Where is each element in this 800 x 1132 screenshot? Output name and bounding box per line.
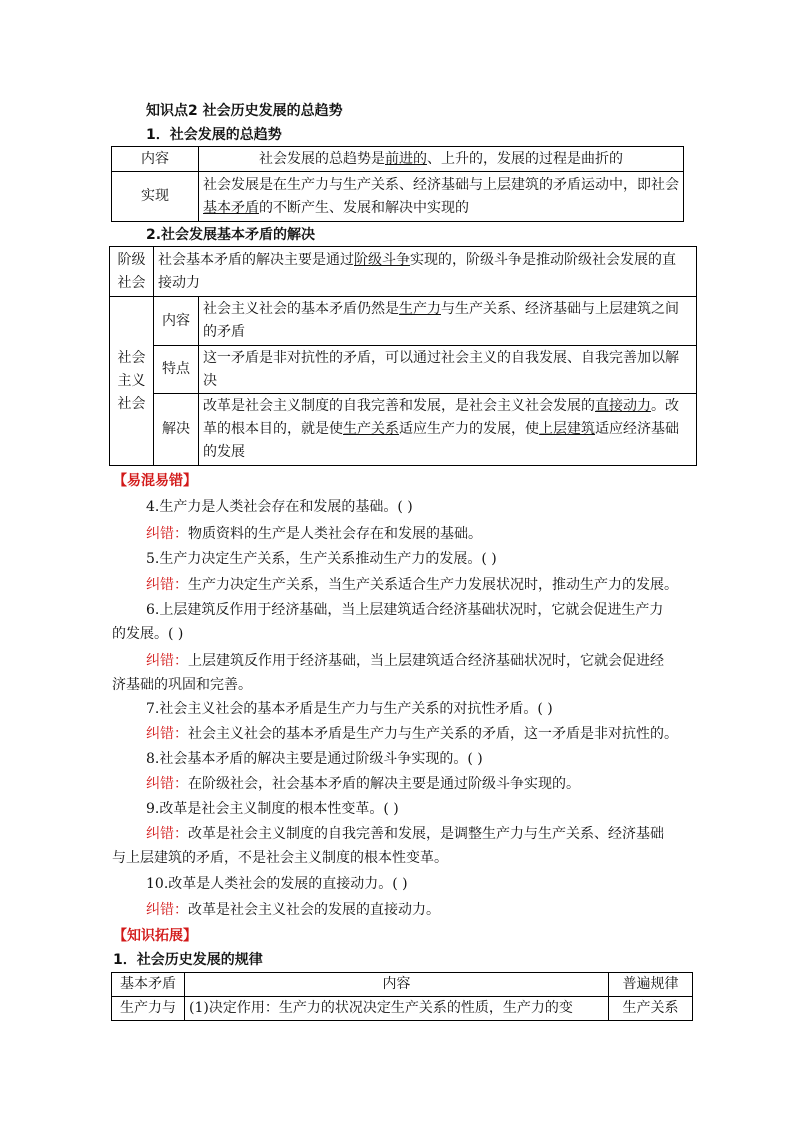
table-cell: 改革是社会主义制度的自我完善和发展，是社会主义社会发展的直接动力。改 革的根本目的，就是使生产关系适应生产力的发展，使上层建筑适应经济基础 的发展 bbox=[199, 394, 697, 466]
table-cell-label: 社会 主义 社会 bbox=[110, 297, 154, 466]
correction-7: 纠错：社会主义社会的基本矛盾是生产力与生产关系的矛盾，这一矛盾是非对抗性的。 bbox=[146, 726, 678, 742]
table-cell: 这一矛盾是非对抗性的矛盾，可以通过社会主义的自我发展、自我完善加以解 决 bbox=[199, 346, 697, 394]
subheading-resolution: 2.社会发展基本矛盾的解决 bbox=[146, 227, 316, 243]
correction-9-line2: 与上层建筑的矛盾，不是社会主义制度的根本性变革。 bbox=[112, 850, 448, 866]
correction-10: 纠错：改革是社会主义社会的发展的直接动力。 bbox=[146, 902, 440, 918]
table-cell-label: 特点 bbox=[154, 346, 199, 394]
trend-table bbox=[111, 146, 684, 222]
question-9: 9.改革是社会主义制度的根本性变革。( ) bbox=[146, 801, 399, 817]
easy-mix-header: 【易混易错】 bbox=[113, 473, 197, 489]
table-row bbox=[110, 297, 697, 346]
table-cell: 社会主义社会的基本矛盾仍然是生产力与生产关系、经济基础与上层建筑之间 的矛盾 bbox=[199, 297, 697, 346]
subheading-laws: 1．社会历史发展的规律 bbox=[113, 952, 263, 968]
table-cell: 生产关系 bbox=[609, 997, 693, 1021]
table-row bbox=[112, 172, 684, 222]
table-row bbox=[110, 394, 697, 466]
table-cell-label: 内容 bbox=[154, 297, 199, 346]
correction-6: 纠错：上层建筑反作用于经济基础，当上层建筑适合经济基础状况时，它就会促进经 bbox=[146, 653, 664, 669]
question-5: 5.生产力决定生产关系，生产关系推动生产力的发展。( ) bbox=[146, 551, 497, 567]
correction-4: 纠错：物质资料的生产是人类社会存在和发展的基础。 bbox=[146, 526, 482, 542]
table-header-cell: 普遍规律 bbox=[609, 973, 693, 997]
correction-6-line2: 济基础的巩固和完善。 bbox=[112, 677, 252, 693]
knowledge-header: 【知识拓展】 bbox=[113, 928, 197, 944]
question-4: 4.生产力是人类社会存在和发展的基础。( ) bbox=[146, 499, 413, 515]
table-row bbox=[112, 973, 693, 997]
table-row bbox=[110, 346, 697, 394]
table-cell: 生产力与 bbox=[112, 997, 185, 1021]
table-row bbox=[112, 997, 693, 1021]
section-title: 知识点2 社会历史发展的总趋势 bbox=[146, 103, 343, 119]
table-row bbox=[112, 147, 684, 172]
table-cell: 社会基本矛盾的解决主要是通过阶级斗争实现的，阶级斗争是推动阶级社会发展的直 接动力 bbox=[154, 247, 697, 297]
table-cell-label: 解决 bbox=[154, 394, 199, 466]
laws-table bbox=[111, 972, 693, 1021]
resolution-table bbox=[109, 246, 697, 466]
table-row bbox=[110, 247, 697, 297]
table-cell: (1)决定作用：生产力的状况决定生产关系的性质，生产力的变 bbox=[185, 997, 609, 1021]
question-8: 8.社会基本矛盾的解决主要是通过阶级斗争实现的。( ) bbox=[146, 751, 483, 767]
correction-8: 纠错：在阶级社会，社会基本矛盾的解决主要是通过阶级斗争实现的。 bbox=[146, 776, 580, 792]
table-cell: 社会发展是在生产力与生产关系、经济基础与上层建筑的矛盾运动中，即社会 基本矛盾的不断产生、发展和解决中实现的 bbox=[199, 172, 684, 222]
table-header-cell: 基本矛盾 bbox=[112, 973, 185, 997]
question-6: 6.上层建筑反作用于经济基础，当上层建筑适合经济基础状况时，它就会促进生产力 bbox=[146, 602, 664, 618]
question-10: 10.改革是人类社会的发展的直接动力。( ) bbox=[146, 876, 408, 892]
correction-9: 纠错：改革是社会主义制度的自我完善和发展，是调整生产力与生产关系、经济基础 bbox=[146, 826, 664, 842]
question-6-line2: 的发展。( ) bbox=[112, 626, 184, 642]
table-cell-label: 内容 bbox=[112, 147, 199, 172]
question-7: 7.社会主义社会的基本矛盾是生产力与生产关系的对抗性矛盾。( ) bbox=[146, 701, 553, 717]
subheading-trend: 1．社会发展的总趋势 bbox=[146, 127, 282, 143]
table-cell-label: 阶级 社会 bbox=[110, 247, 154, 297]
table-header-cell: 内容 bbox=[185, 973, 609, 997]
table-cell-label: 实现 bbox=[112, 172, 199, 222]
correction-5: 纠错：生产力决定生产关系，当生产关系适合生产力发展状况时，推动生产力的发展。 bbox=[146, 577, 678, 593]
table-cell: 社会发展的总趋势是前进的、上升的，发展的过程是曲折的 bbox=[199, 147, 684, 172]
